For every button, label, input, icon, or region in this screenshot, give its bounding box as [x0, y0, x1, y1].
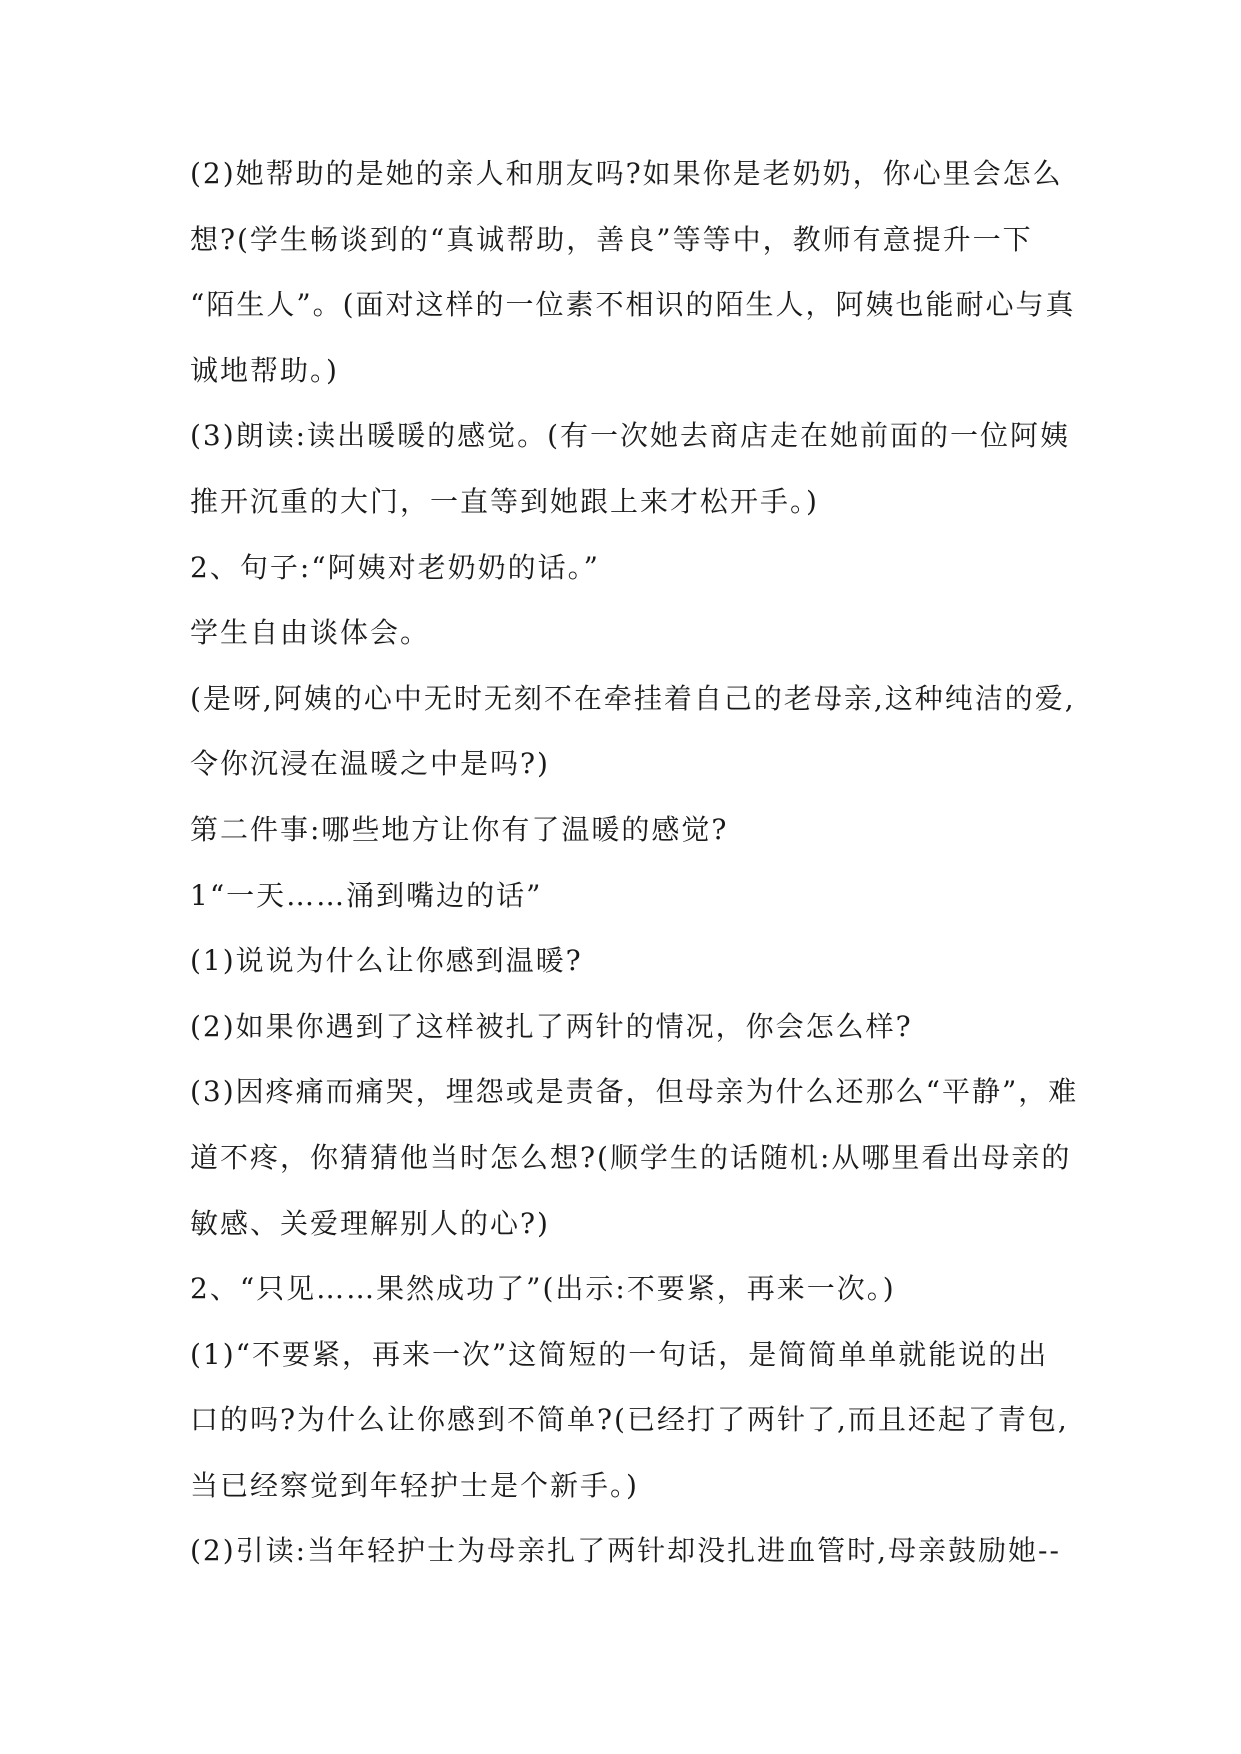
text-line: 想?(学生畅谈到的“真诚帮助，善良”等等中，教师有意提升一下 — [190, 222, 1033, 256]
body-text — [190, 157, 1079, 1601]
text-line: (是呀,阿姨的心中无时无刻不在牵挂着自己的老母亲,这种纯洁的爱, — [190, 681, 1076, 715]
text-line: (2)引读:当年轻护士为母亲扎了两针却没扎进血管时,母亲鼓励她-- — [190, 1534, 1061, 1568]
text-line: 推开沉重的大门，一直等到她跟上来才松开手。) — [190, 484, 819, 518]
text-line: (2)她帮助的是她的亲人和朋友吗?如果你是老奶奶，你心里会怎么 — [190, 157, 1063, 190]
text-line: 令你沉浸在温暖之中是吗?) — [190, 747, 550, 781]
text-line: (3)朗读:读出暖暖的感觉。(有一次她去商店走在她前面的一位阿姨 — [190, 419, 1071, 453]
text-line: 当已经察觉到年轻护士是个新手。) — [190, 1468, 639, 1502]
text-line: 1“一天……涌到嘴边的话” — [190, 878, 543, 912]
text-line: (1)“不要紧，再来一次”这简短的一句话，是简简单单就能说的出 — [190, 1337, 1049, 1371]
text-line: (1)说说为什么让你感到温暖? — [190, 944, 583, 978]
text-line: 口的吗?为什么让你感到不简单?(已经打了两针了,而且还起了青包, — [190, 1403, 1069, 1437]
text-line: 2、句子:“阿姨对老奶奶的话。” — [190, 550, 600, 584]
text-line: 诚地帮助。) — [190, 353, 339, 387]
text-line: (2)如果你遇到了这样被扎了两针的情况，你会怎么样? — [190, 1009, 913, 1043]
text-line: (3)因疼痛而痛哭，埋怨或是责备，但母亲为什么还那么“平静”，难 — [190, 1075, 1079, 1109]
text-line: 第二件事:哪些地方让你有了温暖的感觉? — [190, 812, 729, 846]
text-line: 道不疼，你猜猜他当时怎么想?(顺学生的话随机:从哪里看出母亲的 — [190, 1140, 1072, 1174]
text-line: “陌生人”。(面对这样的一位素不相识的陌生人，阿姨也能耐心与真 — [190, 288, 1076, 322]
text-line: 学生自由谈体会。 — [190, 616, 431, 650]
text-line: 敏感、关爱理解别人的心?) — [190, 1206, 550, 1240]
text-line: 2、“只见……果然成功了”(出示:不要紧，再来一次。) — [190, 1272, 896, 1306]
